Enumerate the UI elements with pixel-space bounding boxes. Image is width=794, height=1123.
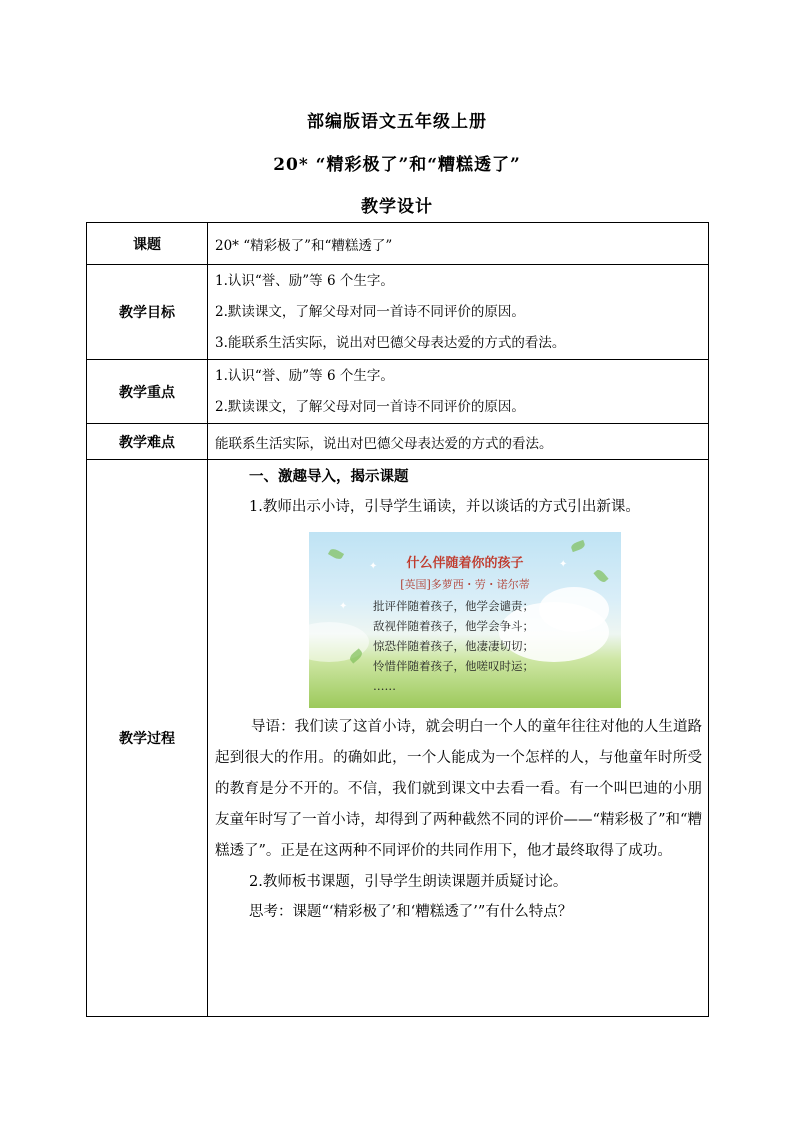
row-process: [87, 460, 709, 1017]
goal-item: 1.认识“誉、励”等 6 个生字。: [215, 272, 394, 289]
label-key: 教学重点: [87, 360, 208, 424]
goals-list: [208, 265, 709, 360]
label-process: 教学过程: [87, 460, 208, 1017]
lesson-title: 20* “精彩极了”和“糟糕透了”: [273, 155, 521, 175]
think-question: 思考：课题“‘精彩极了’和‘糟糕透了’”有什么特点？: [249, 904, 573, 920]
poem-lines: [373, 596, 534, 696]
row-key: [87, 360, 709, 424]
section-heading: 一、激趣导入，揭示课题: [249, 468, 409, 485]
document-subtitle: 教学设计: [361, 197, 433, 217]
poem-line: ……: [373, 679, 396, 693]
label-topic: 课题: [87, 223, 208, 265]
document-title: 部编版语文五年级上册: [307, 112, 487, 132]
difficulty-value: 能联系生活实际，说出对巴德父母表达爱的方式的看法。: [208, 424, 709, 460]
label-goals: 教学目标: [87, 265, 208, 360]
key-item: 1.认识“誉、励”等 6 个生字。: [215, 367, 394, 384]
label-difficulty: 教学难点: [87, 424, 208, 460]
row-difficulty: [87, 424, 709, 460]
process-content: [208, 460, 709, 1017]
goal-item: 2.默读课文，了解父母对同一首诗不同评价的原因。: [215, 303, 525, 320]
poem-author: [英国]多萝西・劳・诺尔蒂: [400, 578, 530, 591]
step-text: 1.教师出示小诗，引导学生诵读，并以谈话的方式引出新课。: [249, 499, 640, 515]
lesson-plan-table: [86, 222, 709, 1017]
poem-line: 敌视伴随着孩子，他学会争斗；: [373, 619, 534, 633]
poem-line: 惊恐伴随着孩子，他凄凄切切；: [373, 639, 534, 653]
row-topic: [87, 223, 709, 265]
goal-item: 3.能联系生活实际，说出对巴德父母表达爱的方式的看法。: [215, 334, 566, 351]
poem-image: ✦ ✦ ✦ 什么伴随着你的孩子 [英国]多萝西・劳・诺尔蒂 批评伴随着孩子，他学会谴责； 敌视伴随着孩子，他学会争斗； 惊恐伴随着孩子，他凄凄切切； 怜惜伴随着孩子，他嗟叹时运； ……: [309, 532, 621, 708]
key-list: [208, 360, 709, 424]
step-text: 2.教师板书课题，引导学生朗读课题并质疑讨论。: [249, 874, 568, 890]
row-goals: [87, 265, 709, 360]
poem-line: 批评伴随着孩子，他学会谴责；: [373, 599, 534, 613]
poem-line: 怜惜伴随着孩子，他嗟叹时运；: [373, 659, 534, 673]
poem-title: 什么伴随着你的孩子: [406, 556, 524, 571]
intro-paragraph: 导语：我们读了这首小诗，就会明白一个人的童年往往对他的人生道路起到很大的作用。的确如此，一个人能成为一个怎样的人，与他童年时所受的教育是分不开的。不信，我们就到课文中去看一看。有一个叫巴迪的小朋友童年时写了一首小诗，却得到了两种截然不同的评价——“精彩极了”和“糟糕透了”。正是在这两种不同评价的共同作用下，他才最终取得了成功。: [215, 719, 702, 859]
topic-value: 20* “精彩极了”和“糟糕透了”: [208, 223, 709, 265]
key-item: 2.默读课文，了解父母对同一首诗不同评价的原因。: [215, 398, 525, 415]
